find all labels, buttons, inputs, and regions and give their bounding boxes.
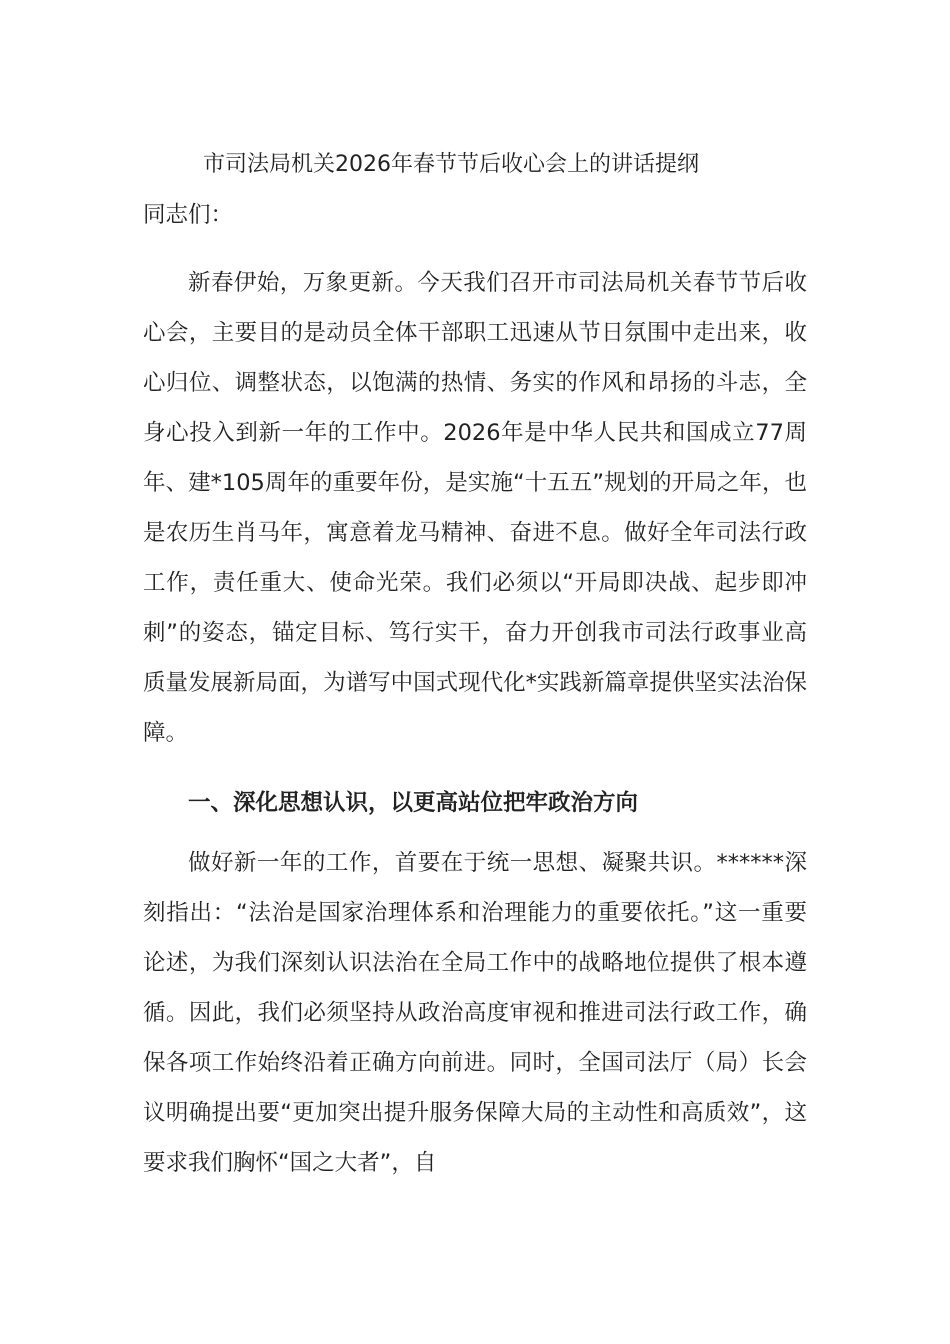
document-page — [143, 146, 807, 1188]
section-heading-1: 一、深化思想认识，以更高站位把牢政治方向 — [188, 790, 639, 816]
salutation: 同志们： — [143, 202, 234, 228]
paragraph-intro: 新春伊始，万象更新。今天我们召开市司法局机关春节节后收心会，主要目的是动员全体干部职工迅速从节日氛围中走出来，收心归位、调整状态，以饱满的热情、务实的作风和昂扬的斗志，全身心投入到新一年的工作中。2026年是中华人民共和国成立77周年、建*105周年的重要年份，是实施“十五五”规划的开局之年，也是农历生肖马年，寓意着龙马精神、奋进不息。做好全年司法行政工作，责任重大、使命光荣。我们必须以“开局即决战、起步即冲刺”的姿态，锚定目标、笃行实干，奋力开创我市司法行政事业高质量发展新局面，为谱写中国式现代化*实践新篇章提供坚实法治保障。 — [143, 270, 807, 746]
paragraph-section-1: 做好新一年的工作，首要在于统一思想、凝聚共识。******深刻指出：“法治是国家治理体系和治理能力的重要依托。”这一重要论述，为我们深刻认识法治在全局工作中的战略地位提供了根本遵循。因此，我们必须坚持从政治高度审视和推进司法行政工作，确保各项工作始终沿着正确方向前进。同时，全国司法厅（局）长会议明确提出要“更加突出提升服务保障大局的主动性和高质效”，这要求我们胸怀“国之大者”，自 — [143, 850, 807, 1176]
document-title: 市司法局机关2026年春节节后收心会上的讲话提纲 — [203, 152, 699, 177]
